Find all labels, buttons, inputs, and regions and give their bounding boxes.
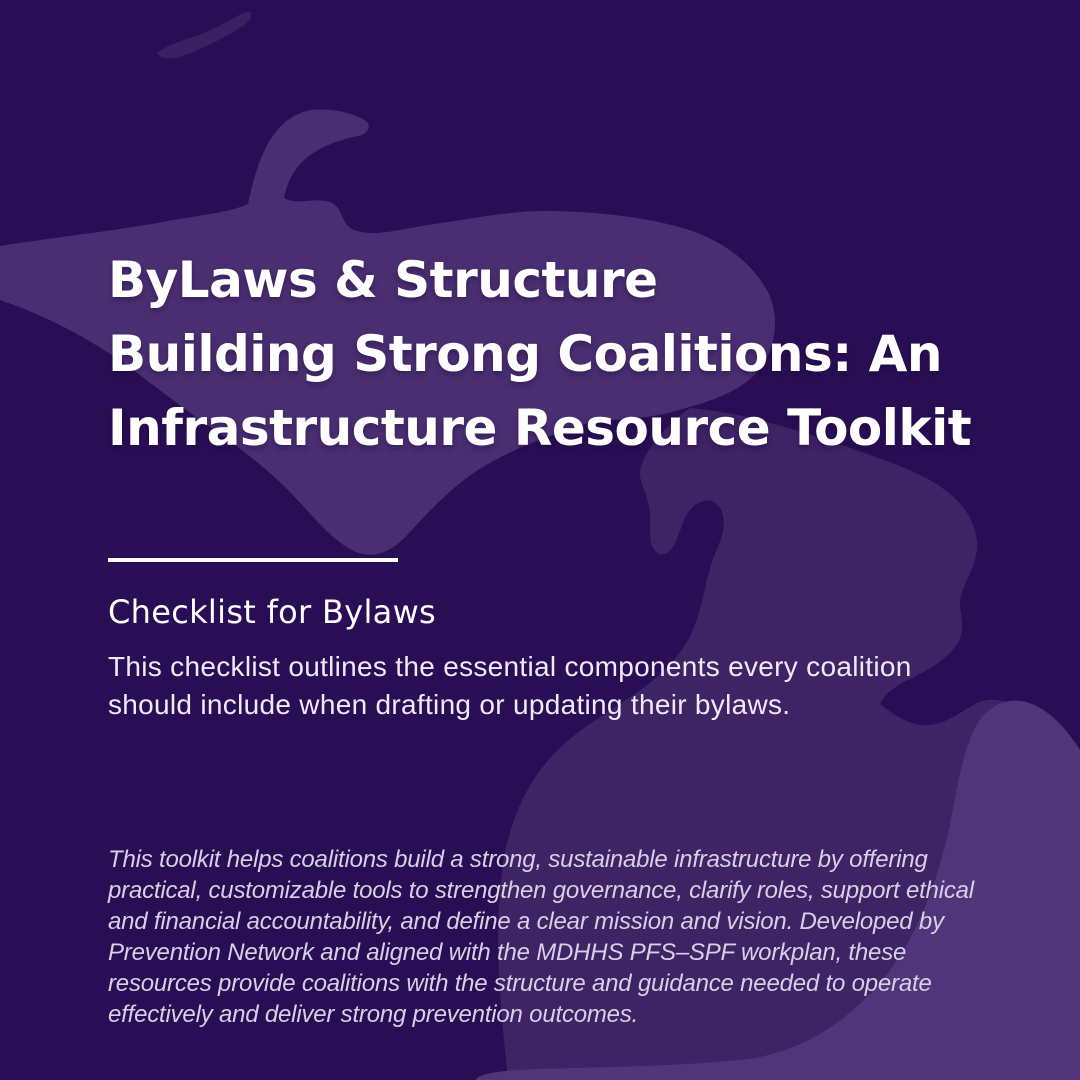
- divider-line: [108, 558, 398, 562]
- footer-line-3: and financial accountability, and define a clear mission and vision. Developed by: [108, 908, 944, 935]
- footer-line-1: This toolkit helps coalitions build a strong, sustainable infrastructure by offering: [108, 846, 928, 873]
- section-description-line-1: This checklist outlines the essential components every coalition: [108, 651, 912, 682]
- section-description: [108, 648, 912, 724]
- footer-line-4: Prevention Network and aligned with the MDHHS PFS–SPF workplan, these: [108, 939, 907, 966]
- title-line-1: ByLaws & Structure: [108, 251, 658, 309]
- title-line-3: Infrastructure Resource Toolkit: [108, 399, 972, 457]
- footer-paragraph: [108, 844, 974, 1030]
- title-line-2: Building Strong Coalitions: An: [108, 325, 942, 383]
- footer-line-6: effectively and deliver strong prevention outcomes.: [108, 1001, 639, 1028]
- section-heading: Checklist for Bylaws: [108, 593, 437, 631]
- page-title: [108, 243, 971, 465]
- footer-line-5: resources provide coalitions with the structure and guidance needed to operate: [108, 970, 932, 997]
- section-description-line-2: should include when drafting or updating their bylaws.: [108, 689, 791, 720]
- footer-line-2: practical, customizable tools to strengthen governance, clarify roles, support ethical: [108, 877, 974, 904]
